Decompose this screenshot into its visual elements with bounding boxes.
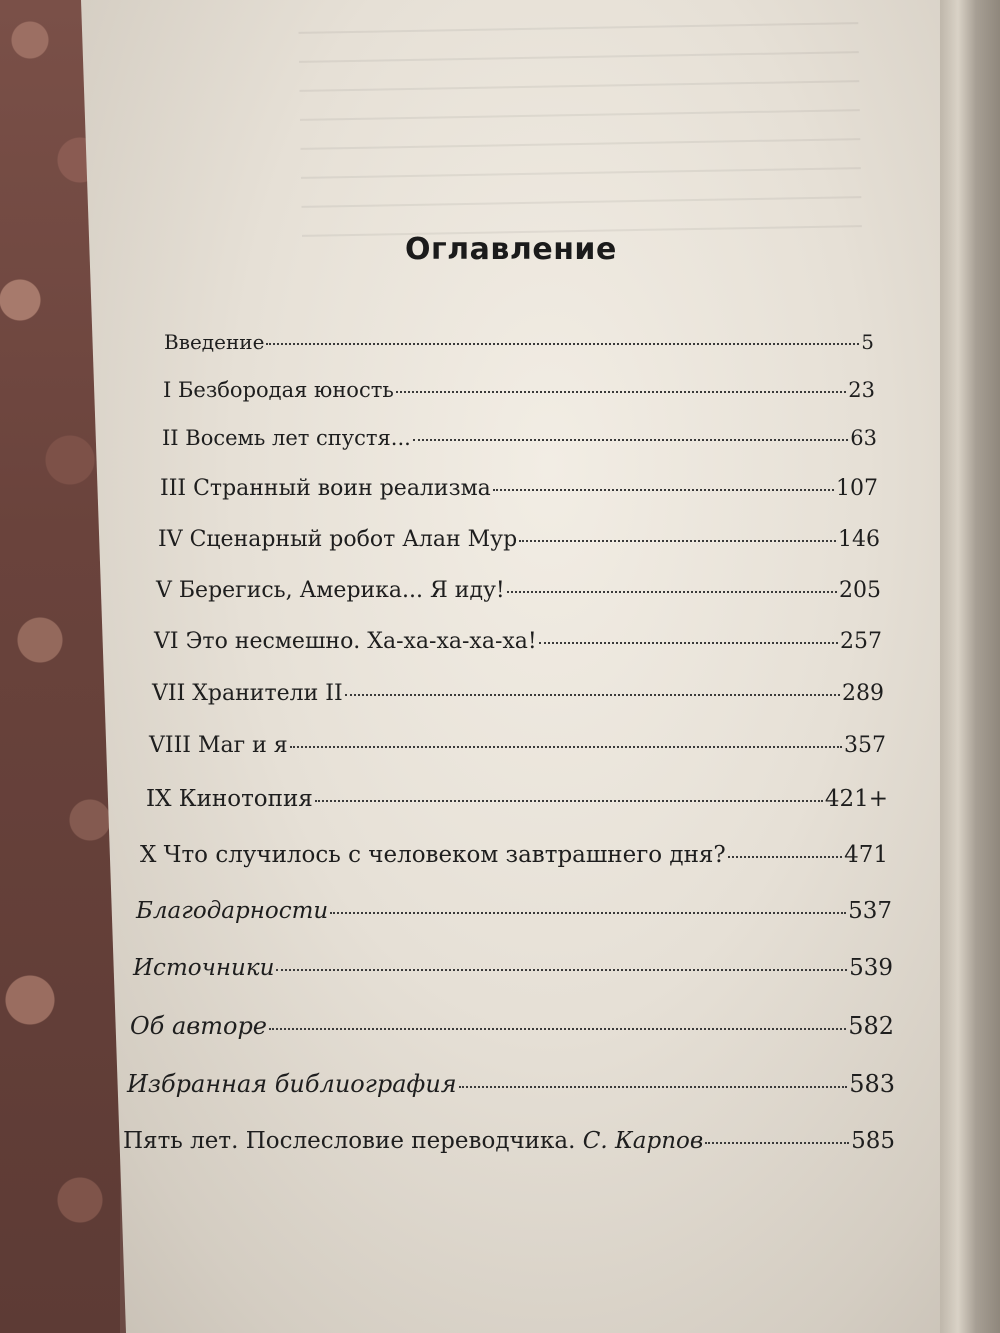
toc-entry-page: 146 (838, 527, 880, 552)
toc-leader-dots (396, 391, 847, 393)
toc-leader-dots (315, 800, 823, 802)
toc-entry-page: 357 (844, 733, 886, 758)
toc-entry (154, 629, 882, 654)
toc-entry-label: II Восемь лет спустя... (162, 426, 411, 450)
toc-entry-label: I Безбородая юность (163, 378, 394, 402)
toc-entry-label: VII Хранители II (152, 681, 343, 706)
toc-leader-dots (413, 439, 848, 441)
toc-entry-label: Избранная библиография (127, 1070, 457, 1098)
toc-leader-dots (507, 591, 837, 593)
toc-entry (152, 681, 884, 706)
toc-entry (136, 898, 892, 924)
toc-entry-label: IV Сценарный робот Алан Мур (158, 527, 518, 552)
toc-entry (133, 955, 893, 981)
toc-entry-page: 539 (849, 955, 893, 981)
toc-entry-label: Источники (133, 955, 275, 981)
toc-entry-label: X Что случилось с человеком завтрашнего дня? (140, 842, 726, 868)
toc-entry (164, 330, 874, 354)
toc-entry-label: V Берегись, Америка... Я иду! (156, 578, 505, 603)
toc-leader-dots (269, 1028, 846, 1030)
toc-entry-page: 289 (842, 681, 884, 706)
toc-entry-page: 421+ (824, 786, 888, 812)
toc-entry (160, 476, 878, 501)
toc-leader-dots (493, 489, 834, 491)
toc-entry-page: 63 (850, 426, 877, 450)
toc-leader-dots (459, 1086, 848, 1088)
page-title: Оглавление (405, 232, 617, 267)
toc-entry-page: 582 (848, 1012, 894, 1040)
toc-entry-page: 583 (849, 1070, 895, 1098)
toc-entry (146, 786, 888, 812)
toc-leader-dots (345, 694, 840, 696)
toc-entry-label-main: Пять лет. Послесловие переводчика. (123, 1128, 576, 1154)
toc-entry-label: Введение (164, 330, 265, 354)
toc-entry (156, 578, 881, 603)
toc-entry-page: 5 (861, 330, 874, 354)
toc-entry-page: 585 (851, 1128, 895, 1154)
toc-entry (149, 733, 886, 758)
toc-entry-page: 537 (848, 898, 892, 924)
toc-entry (163, 378, 875, 402)
toc-entry (127, 1070, 895, 1098)
toc-entry-page: 23 (848, 378, 875, 402)
toc-leader-dots (330, 912, 846, 914)
toc-leader-dots (266, 343, 859, 345)
toc-leader-dots (705, 1142, 849, 1144)
toc-entry (130, 1012, 894, 1040)
toc-leader-dots (539, 642, 838, 644)
toc-entry-label: III Странный воин реализма (160, 476, 491, 501)
toc-entry-page: 471 (844, 842, 888, 868)
toc-entry-page: 257 (840, 629, 882, 654)
toc-entry-label (123, 1128, 703, 1154)
toc-entry-label: IX Кинотопия (146, 786, 313, 812)
toc-leader-dots (728, 856, 842, 858)
toc-entry (123, 1128, 895, 1154)
toc-leader-dots (276, 969, 847, 971)
toc-entry-label: VIII Маг и я (149, 733, 288, 758)
toc-entry-page: 107 (836, 476, 878, 501)
toc-entry-label-author: С. Карпов (582, 1128, 704, 1154)
toc-entry-label: Об авторе (130, 1012, 268, 1040)
toc-entry (162, 426, 877, 450)
toc-entry-label: Благодарности (136, 898, 329, 924)
toc-entry (158, 527, 880, 552)
toc-entry-page: 205 (839, 578, 881, 603)
toc-entry (140, 842, 888, 868)
toc-entry-label: VI Это несмешно. Ха-ха-ха-ха-ха! (154, 629, 537, 654)
toc-leader-dots (290, 746, 842, 748)
toc-leader-dots (519, 540, 836, 542)
